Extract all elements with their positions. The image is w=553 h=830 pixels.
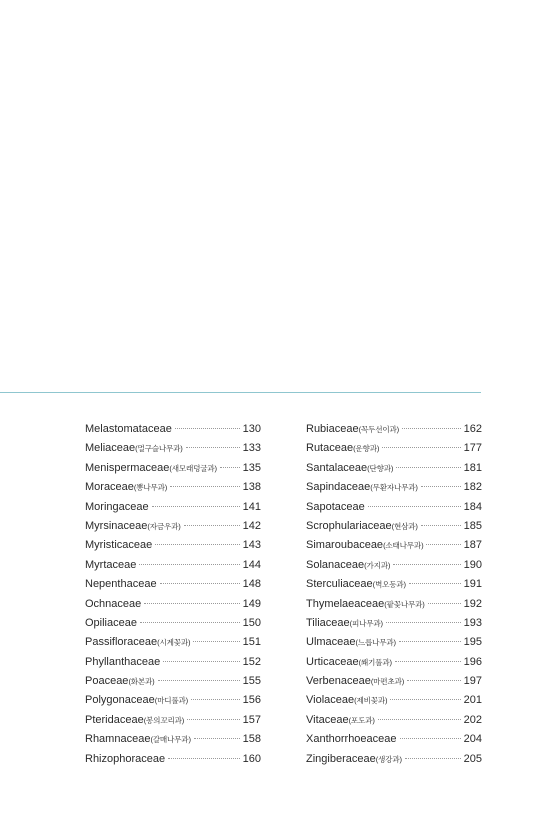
dot-leader [378, 719, 461, 720]
family-name [85, 733, 191, 745]
family-name [85, 539, 152, 551]
page-number: 135 [242, 461, 261, 474]
family-name [306, 501, 365, 513]
family-korean-name: (자금우과) [147, 521, 181, 531]
page-number: 193 [463, 616, 482, 629]
family-latin-name: Melastomataceae [85, 423, 172, 435]
dot-leader [139, 564, 239, 565]
index-entry [85, 481, 261, 500]
index-entry [306, 733, 482, 752]
family-korean-name: (팥꽃나무과) [384, 599, 425, 609]
page-number: 190 [463, 558, 482, 571]
family-name [85, 442, 183, 454]
page-number: 155 [242, 675, 261, 688]
family-korean-name: (제비꽃과) [354, 696, 388, 706]
dot-leader [421, 525, 461, 526]
family-name [85, 636, 190, 648]
family-name [85, 462, 217, 474]
family-name [85, 481, 167, 493]
index-entry [85, 636, 261, 655]
index-entry [85, 539, 261, 558]
page-number: 195 [463, 636, 482, 649]
dot-leader [152, 506, 240, 507]
dot-leader [193, 641, 239, 642]
family-name [306, 539, 423, 551]
family-name [306, 656, 392, 668]
index-entry [306, 694, 482, 713]
dot-leader [175, 428, 240, 429]
index-column-right [306, 423, 482, 772]
index-entry [85, 442, 261, 461]
family-korean-name: (무환자나무과) [370, 483, 418, 493]
family-korean-name: (멀구슬나무과) [135, 444, 183, 454]
page-number: 182 [463, 481, 482, 494]
page-number: 150 [242, 616, 261, 629]
family-latin-name: Zingiberaceae [306, 752, 376, 765]
family-korean-name: (벽오동과) [372, 580, 406, 590]
index-entry [85, 598, 261, 617]
family-name [306, 617, 383, 629]
family-name [85, 520, 181, 532]
family-latin-name: Moraceae [85, 481, 134, 494]
family-korean-name: (포도과) [348, 715, 375, 725]
family-latin-name: Rubiaceae [306, 423, 359, 435]
index-entry [306, 714, 482, 733]
index-entry [306, 636, 482, 655]
family-name [306, 520, 418, 532]
family-latin-name: Tiliaceae [306, 616, 350, 629]
index-entry [306, 501, 482, 520]
family-latin-name: Pteridaceae [85, 713, 144, 726]
family-latin-name: Santalaceae [306, 461, 368, 474]
family-latin-name: Urticaceae [306, 655, 359, 668]
family-name [85, 598, 141, 610]
family-korean-name: (단향과) [367, 463, 394, 473]
page-number: 149 [242, 597, 261, 610]
family-name [306, 462, 393, 474]
family-latin-name: Simaroubaceae [306, 539, 384, 552]
family-latin-name: Meliaceae [85, 442, 136, 455]
top-divider-line [0, 392, 481, 393]
index-entry [85, 714, 261, 733]
dot-leader [409, 583, 461, 584]
dot-leader [407, 680, 461, 681]
index-entry [85, 520, 261, 539]
dot-leader [170, 486, 240, 487]
family-korean-name: (화본과) [128, 677, 155, 687]
family-name [306, 636, 396, 648]
family-latin-name: Poaceae [85, 675, 129, 688]
family-latin-name: Sapindaceae [306, 481, 371, 494]
family-latin-name: Menispermaceae [85, 461, 170, 474]
family-latin-name: Moringaceae [85, 500, 149, 513]
index-entry [85, 617, 261, 636]
index-entry [306, 520, 482, 539]
dot-leader [194, 738, 240, 739]
family-name [85, 578, 157, 590]
dot-leader [382, 447, 460, 448]
family-latin-name: Passifloraceae [85, 636, 158, 649]
family-latin-name: Scrophulariaceae [306, 519, 392, 532]
family-korean-name: (쐐기풀과) [358, 657, 392, 667]
page-number: 142 [242, 519, 261, 532]
page-number: 184 [463, 500, 482, 513]
family-name [306, 423, 399, 435]
family-korean-name: (꼭두선이과) [358, 425, 399, 434]
family-latin-name: Verbenaceae [306, 675, 371, 688]
family-korean-name: (마디풀과) [154, 696, 188, 706]
family-name [306, 559, 390, 571]
index-entry [306, 559, 482, 578]
family-name [306, 598, 425, 610]
dot-leader [155, 544, 239, 545]
index-entry [85, 423, 261, 442]
family-latin-name: Rhamnaceae [85, 733, 151, 746]
family-latin-name: Vitaceae [306, 713, 349, 726]
index-entry [306, 442, 482, 461]
index-entry [306, 462, 482, 481]
family-latin-name: Myrtaceae [85, 558, 137, 571]
page-number: 156 [242, 694, 261, 707]
dot-leader [368, 506, 461, 507]
page-number: 185 [463, 519, 482, 532]
page-number: 143 [242, 539, 261, 552]
page-number: 152 [242, 655, 261, 668]
family-korean-name: (갈매나무과) [150, 735, 191, 745]
page-number: 141 [242, 500, 261, 513]
family-name [85, 617, 137, 629]
family-name [306, 714, 375, 726]
dot-leader [402, 428, 461, 429]
family-latin-name: Ulmaceae [306, 636, 356, 649]
family-name [85, 559, 136, 571]
dot-leader [187, 719, 240, 720]
family-name [85, 501, 149, 513]
page-number: 162 [463, 423, 482, 435]
page-number: 192 [463, 597, 482, 610]
dot-leader [386, 622, 461, 623]
family-name [306, 481, 418, 493]
index-entry [306, 539, 482, 558]
family-korean-name: (생강과) [375, 754, 402, 764]
index-entry [306, 481, 482, 500]
page-number: 133 [242, 442, 261, 455]
dot-leader [405, 758, 461, 759]
family-name [306, 753, 402, 765]
page-number: 181 [463, 461, 482, 474]
dot-leader [395, 661, 461, 662]
family-name [85, 714, 184, 726]
family-korean-name: (느릅나무과) [355, 638, 396, 648]
page-number: 158 [242, 733, 261, 746]
family-korean-name: (운향과) [353, 444, 380, 454]
family-korean-name: (뽕나무과) [133, 483, 168, 493]
index-entry [306, 656, 482, 675]
family-korean-name: (마편초과) [370, 677, 405, 687]
dot-leader [163, 661, 239, 662]
dot-leader [144, 603, 239, 604]
page-number: 196 [463, 655, 482, 668]
dot-leader [168, 758, 240, 759]
index-entry [85, 694, 261, 713]
page-number: 187 [463, 539, 482, 552]
dot-leader [160, 583, 240, 584]
index-entry [85, 733, 261, 752]
dot-leader [399, 641, 461, 642]
page-number: 205 [463, 752, 482, 765]
dot-leader [184, 525, 240, 526]
page-number: 148 [242, 578, 261, 591]
page-number: 144 [242, 558, 261, 571]
family-latin-name: Polygonaceae [85, 694, 155, 707]
family-latin-name: Thymelaeaceae [306, 597, 385, 610]
family-korean-name: (가지과) [364, 560, 391, 570]
index-entry [306, 423, 482, 442]
family-latin-name: Xanthorrhoeaceae [306, 733, 397, 746]
index-entry [85, 578, 261, 597]
family-latin-name: Phyllanthaceae [85, 655, 161, 668]
family-latin-name: Myrsinaceae [85, 519, 148, 532]
page-number: 204 [463, 733, 482, 746]
family-latin-name: Solanaceae [306, 558, 365, 571]
family-name [85, 675, 155, 687]
index-entry [306, 675, 482, 694]
family-latin-name: Opiliaceae [85, 616, 137, 629]
index-entry [85, 462, 261, 481]
family-name [306, 733, 397, 745]
page-number: 202 [463, 713, 482, 726]
page-number: 177 [463, 442, 482, 455]
family-latin-name: Ochnaceae [85, 597, 142, 610]
dot-leader [426, 544, 460, 545]
page-number: 157 [242, 713, 261, 726]
family-name [306, 578, 406, 590]
index-entry [306, 598, 482, 617]
family-latin-name: Rhizophoraceae [85, 752, 166, 765]
index-column-left [85, 423, 261, 772]
family-name [85, 656, 160, 668]
family-latin-name: Rutaceae [306, 442, 354, 455]
page-number: 130 [242, 423, 261, 435]
index-entry [85, 501, 261, 520]
page-number: 201 [463, 694, 482, 707]
family-korean-name: (봉의꼬리과) [143, 715, 185, 725]
page-number: 151 [242, 636, 261, 649]
page-number: 160 [242, 752, 261, 765]
page-number: 197 [463, 675, 482, 688]
family-korean-name: (시계꽃과) [157, 638, 191, 648]
dot-leader [400, 738, 461, 739]
family-name [85, 753, 165, 765]
dot-leader [428, 603, 461, 604]
index-entry [85, 675, 261, 694]
page-number: 138 [242, 481, 261, 494]
family-korean-name: (현삼과) [391, 521, 418, 531]
family-latin-name: Sterculiaceae [306, 578, 373, 591]
dot-leader [140, 622, 240, 623]
dot-leader [191, 699, 240, 700]
family-latin-name: Myristicaceae [85, 539, 153, 552]
dot-leader [396, 467, 460, 468]
family-korean-name: (소태나무과) [383, 541, 424, 551]
dot-leader [393, 564, 460, 565]
family-name [306, 442, 379, 454]
dot-leader [390, 699, 460, 700]
index-entry [306, 617, 482, 636]
index-entry [85, 559, 261, 578]
family-name [85, 694, 188, 706]
dot-leader [158, 680, 240, 681]
family-korean-name: (새모래덩굴과) [169, 463, 217, 473]
family-latin-name: Sapotaceae [306, 500, 365, 513]
family-latin-name: Nepenthaceae [85, 578, 157, 591]
family-latin-name: Violaceae [306, 694, 355, 707]
dot-leader [220, 467, 240, 468]
family-name [85, 423, 172, 435]
dot-leader [421, 486, 461, 487]
family-korean-name: (피나무과) [349, 618, 383, 628]
dot-leader [186, 447, 240, 448]
index-entry [306, 753, 482, 772]
page-number: 191 [463, 578, 482, 591]
index-entry [306, 578, 482, 597]
family-name [306, 675, 404, 687]
index-entry [85, 753, 261, 772]
family-name [306, 694, 387, 706]
index-entry [85, 656, 261, 675]
